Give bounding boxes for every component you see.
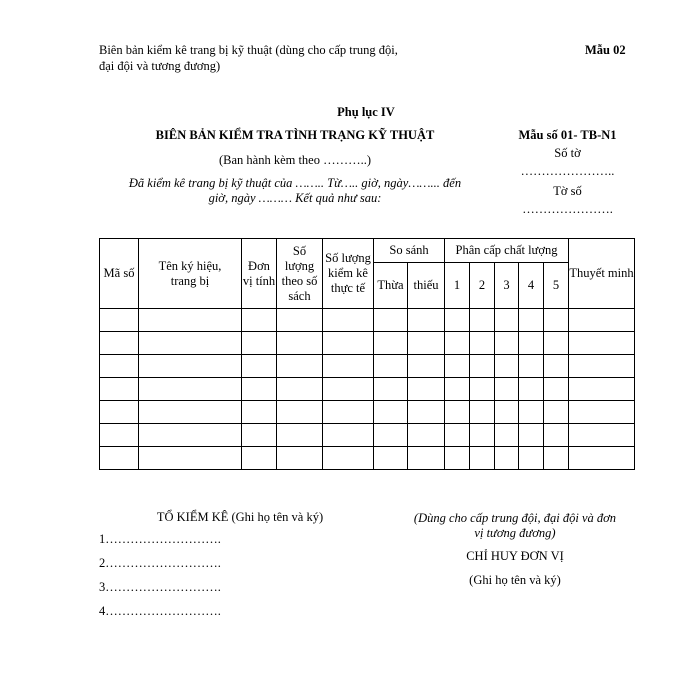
sheet-number-dots: …………………. [522,202,613,216]
table-cell [139,424,242,447]
header-grade-1: 1 [445,263,470,309]
table-cell [408,355,445,378]
table-cell [374,447,408,470]
table-cell [139,332,242,355]
table-cell [495,355,519,378]
table-cell [569,378,635,401]
table-cell [544,378,569,401]
table-cell [445,355,470,378]
table-cell [519,447,544,470]
table-cell [374,355,408,378]
table-cell [277,401,323,424]
header-grade-4: 4 [519,263,544,309]
table-cell [544,424,569,447]
table-cell [470,447,495,470]
header-ma-so: Mã số [100,239,139,309]
table-cell [374,401,408,424]
table-cell [445,447,470,470]
table-cell [100,447,139,470]
inventory-table [99,238,635,470]
table-row [100,447,635,470]
table-cell [569,447,635,470]
sheet-count-dots: ………………….. [520,164,615,178]
header-thuyet-minh: Thuyết minh [569,239,635,309]
table-cell [374,309,408,332]
table-cell [242,332,277,355]
intro-line1: Đã kiểm kê trang bị kỹ thuật của …….. Từ….. giờ, ngày……... đến [128,176,462,190]
document-title: BIÊN BẢN KIỂM TRA TÌNH TRẠNG KỸ THUẬT [155,128,435,142]
table-row [100,309,635,332]
table-cell [470,355,495,378]
table-cell [495,447,519,470]
table-cell [277,378,323,401]
table-row [100,401,635,424]
table-cell [495,401,519,424]
table-cell [277,424,323,447]
header-so-sanh: So sánh [374,239,445,263]
table-cell [445,424,470,447]
table-row [100,378,635,401]
table-body [100,309,635,470]
intro-line2: giờ, ngày ……… Kết quả như sau: [208,191,382,205]
table-cell [470,309,495,332]
table-cell [139,401,242,424]
header-left-line1: Biên bản kiểm kê trang bị kỹ thuật (dùng cho cấp trung đội, [99,43,398,57]
commander-note-line1: (Dùng cho cấp trung đội, đại đội và đơn [413,511,617,525]
table-cell [519,401,544,424]
table-cell [519,309,544,332]
table-cell [100,332,139,355]
table-cell [519,378,544,401]
table-cell [569,332,635,355]
table-cell [544,332,569,355]
table-cell [277,447,323,470]
table-cell [277,332,323,355]
table-cell [139,309,242,332]
committee-line-4: 4………………………. [99,604,221,618]
table-cell [544,355,569,378]
issued-with: (Ban hành kèm theo ………..) [218,153,372,167]
header-grade-2: 2 [470,263,495,309]
table-cell [569,424,635,447]
table-cell [519,424,544,447]
table-cell [408,447,445,470]
table-cell [277,309,323,332]
table-cell [100,309,139,332]
committee-title: TỔ KIỂM KÊ (Ghi họ tên và ký) [156,510,324,524]
table-cell [374,424,408,447]
table-cell [374,332,408,355]
header-thua: Thừa [374,263,408,309]
table-cell [445,401,470,424]
table-cell [323,309,374,332]
table-cell [495,424,519,447]
table-cell [445,309,470,332]
sheet-count-label: Số tờ [554,146,581,160]
table-cell [569,355,635,378]
table-cell [519,355,544,378]
table-cell [242,401,277,424]
table-cell [445,332,470,355]
table-cell [242,309,277,332]
table-cell [445,378,470,401]
header-don-vi-tinh: Đơn vị tính [242,239,277,309]
table-cell [139,378,242,401]
commander-note-line2: vị tương đương) [474,526,556,540]
table-cell [408,378,445,401]
table-cell [100,378,139,401]
header-thieu: thiếu [408,263,445,309]
form-code: Mẫu số 01- TB-N1 [518,128,617,142]
sheet-number-label: Tờ số [553,184,582,198]
table-cell [495,378,519,401]
table-cell [277,355,323,378]
appendix-label: Phụ lục IV [337,105,395,119]
table-cell [139,447,242,470]
table-cell [242,355,277,378]
table-cell [242,424,277,447]
header-so-luong-thuc-te: Số lượng kiểm kê thực tế [323,239,374,309]
table-cell [323,401,374,424]
table-cell [544,401,569,424]
table-cell [470,378,495,401]
table-cell [470,332,495,355]
commander-title: CHỈ HUY ĐƠN VỊ [466,549,564,563]
table-row [100,424,635,447]
table-cell [495,332,519,355]
table-cell [100,401,139,424]
table-cell [323,378,374,401]
table-cell [408,401,445,424]
header-grade-5: 5 [544,263,569,309]
table-cell [495,309,519,332]
table-cell [323,447,374,470]
table-cell [408,424,445,447]
table-cell [323,424,374,447]
header-phan-cap: Phân cấp chất lượng [445,239,569,263]
table-cell [470,424,495,447]
table-cell [242,378,277,401]
committee-line-1: 1………………………. [99,532,221,546]
table-cell [100,424,139,447]
header-so-luong-so-sach: Số lượng theo số sách [277,239,323,309]
commander-sign-note: (Ghi họ tên và ký) [469,573,561,587]
table-cell [569,401,635,424]
table-cell [544,447,569,470]
table-cell [139,355,242,378]
table-cell [408,332,445,355]
table-cell [519,332,544,355]
table-cell [323,332,374,355]
table-cell [569,309,635,332]
form-number: Mẫu 02 [585,43,626,57]
table-cell [544,309,569,332]
table-row [100,332,635,355]
table-cell [100,355,139,378]
table-cell [408,309,445,332]
header-ten-ky-hieu: Tên ký hiệu, trang bị [139,239,242,309]
table-cell [242,447,277,470]
committee-line-2: 2………………………. [99,556,221,570]
table-cell [323,355,374,378]
table-cell [470,401,495,424]
committee-line-3: 3………………………. [99,580,221,594]
table-cell [374,378,408,401]
header-grade-3: 3 [495,263,519,309]
header-left-line2: đại đội và tương đương) [99,59,221,73]
table-row [100,355,635,378]
